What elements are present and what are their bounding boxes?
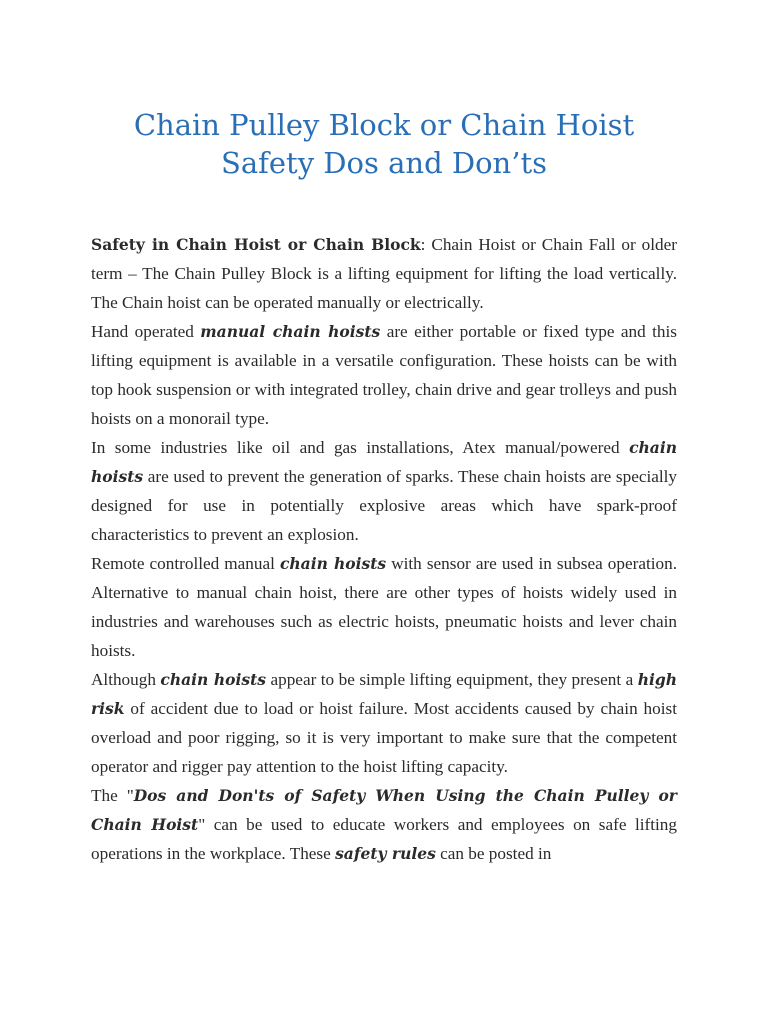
paragraph-manual-hoists: [91, 317, 677, 433]
paragraph-dos-donts: [91, 781, 677, 868]
paragraph-atex: [91, 433, 677, 549]
keyword-emphasis: manual chain hoists: [200, 322, 381, 341]
paragraph-text: Remote controlled manual: [91, 554, 280, 573]
paragraph-remote: [91, 549, 677, 665]
paragraph-text: In some industries like oil and gas installations, Atex manual/powered: [91, 438, 630, 457]
keyword-emphasis: chain hoists: [160, 670, 267, 689]
lead-phrase: Safety in Chain Hoist or Chain Block: [91, 235, 421, 254]
paragraph-text: appear to be simple lifting equipment, they present a: [266, 670, 638, 689]
paragraph-text: with sensor are used in subsea operation. Alternative to manual chain hoist, there are other types of hoists widely used in industries and warehouses such as electric hoists, pneumatic hoists and lever chain hoists.: [91, 554, 677, 660]
keyword-emphasis: Dos and Don'ts of Safety When Using the Chain Pulley or Chain Hoist: [91, 786, 677, 834]
paragraph-text: Although: [91, 670, 161, 689]
keyword-emphasis: chain hoists: [279, 554, 387, 573]
paragraph-text: are either portable or fixed type and this lifting equipment is available in a versatile configuration. These hoists can be with top hook suspension or with integrated trolley, chain drive and gear trolleys and push hoists on a monorail type.: [91, 322, 677, 428]
keyword-emphasis: chain hoists: [91, 438, 677, 486]
paragraph-text: The ": [91, 786, 134, 805]
paragraph-text: " can be used to educate workers and employees on safe lifting operations in the workplace. These: [91, 815, 677, 863]
paragraph-text: can be posted in: [435, 844, 552, 863]
paragraph-text: Hand operated: [91, 322, 201, 341]
title-line-2: Safety Dos and Don’ts: [220, 146, 547, 180]
title-line-1: Chain Pulley Block or Chain Hoist: [133, 108, 635, 142]
page-title: [60, 106, 708, 182]
paragraph-text: of accident due to load or hoist failure. Most accidents caused by chain hoist overload and poor rigging, so it is very important to make sure that the competent operator and rigger pay attention to the hoist lifting capacity.: [91, 699, 677, 776]
paragraph-risk: [91, 665, 677, 781]
article-body: [91, 230, 677, 868]
paragraph-text: are used to prevent the generation of sparks. These chain hoists are specially designed for use in potentially explosive areas which have spark-proof characteristics to prevent an explosion.: [91, 467, 677, 544]
paragraph-intro: [91, 230, 677, 317]
keyword-emphasis: safety rules: [335, 844, 436, 863]
paragraph-text: : Chain Hoist or Chain Fall or older term – The Chain Pulley Block is a lifting equipment for lifting the load vertically. The Chain hoist can be operated manually or electrically.: [91, 235, 677, 312]
keyword-emphasis: high risk: [91, 670, 677, 718]
